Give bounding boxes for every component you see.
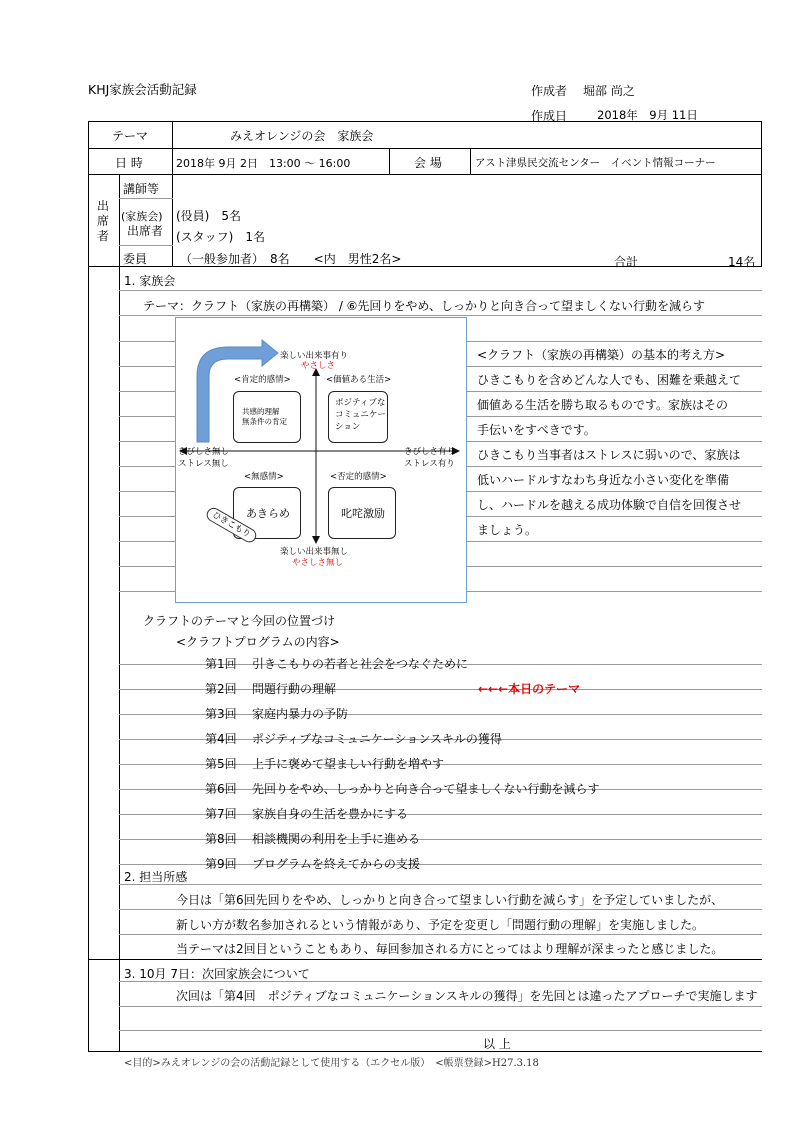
impression-line: 当テーマは2回目ということもあり、毎回参加される方にとってはより理解が深まったと感じました。 — [176, 942, 724, 956]
craft-basic-line: 手伝いをすべきです。 — [477, 423, 596, 437]
staff-count: (スタッフ) 1名 — [176, 230, 265, 244]
program-heading: <クラフトプログラムの内容> — [176, 635, 340, 649]
section3-heading: 3. 10月 7日：次回家族会について — [124, 967, 310, 981]
created-label: 作成日 — [531, 109, 568, 123]
program-title: 家族自身の生活を豊かにする — [252, 807, 409, 821]
family-label-1: (家族会) — [121, 210, 163, 223]
left-label-1: きびしさ無し — [178, 447, 230, 457]
program-no: 第1回 — [205, 657, 237, 671]
program-title: プログラムを終えてからの支援 — [252, 857, 420, 871]
left-label-2: ストレス無し — [178, 459, 229, 469]
bottom-label: 楽しい出来事無し — [280, 547, 349, 557]
hikikomori-tag: ひきこもり — [204, 505, 258, 544]
program-title: 上手に褒めて望ましい行動を増やす — [252, 757, 445, 771]
craft-basic-line: ひきこもり当事者はストレスに弱いので、家族は — [477, 448, 741, 462]
datetime-value: 2018年 9月 2日 13:00 ～ 16:00 — [176, 157, 351, 170]
member-label: 委員 — [123, 252, 148, 266]
q4-header: <否定的感情> — [330, 472, 387, 482]
program-title: 相談機関の利用を上手に進める — [252, 832, 421, 846]
q2-header: <価値ある生活> — [326, 375, 392, 385]
position-heading: クラフトのテーマと今回の位置づけ — [143, 614, 336, 628]
bottom-sub: やさしさ無し — [292, 558, 344, 568]
footer-note: <目的>みえオレンジの会の活動記録として使用する（エクセル版） <帳票登録>H27.3.18 — [124, 1058, 539, 1069]
q3-header: <無感情> — [244, 472, 284, 482]
program-no: 第9回 — [205, 857, 237, 871]
craft-basic-line: 低いハードルすなわち身近な小さい変化を準備 — [477, 473, 730, 487]
impression-line: 今日は「第6回先回りをやめ、しっかりと向き合って望ましい行動を減らす」を予定していましたが、 — [176, 893, 724, 907]
general-count: （一般参加者） 8名 <内 男性2名> — [180, 252, 402, 266]
closing: 以 上 — [483, 1037, 511, 1051]
theme-value: みえオレンジの会 家族会 — [230, 129, 374, 143]
program-title: 家庭内暴力の予防 — [252, 707, 349, 721]
q3-box: あきらめ — [233, 487, 301, 539]
theme-label: テーマ — [112, 129, 149, 143]
q1-box: 共感的理解 無条件の肯定 — [233, 391, 301, 443]
lecturer-label: 講師等 — [123, 182, 160, 196]
author-name: 堀部 尚之 — [583, 84, 635, 98]
craft-basic-line: ひきこもりを含めどんな人でも、困難を乗越えて — [477, 373, 742, 387]
program-title: 問題行動の理解 — [252, 682, 337, 696]
right-label-1: きびしさ有り — [404, 447, 456, 457]
created-date: 2018年 9月 11日 — [597, 108, 698, 122]
author-label: 作成者 — [531, 84, 568, 98]
attendance-side-2: 席 — [97, 214, 110, 228]
craft-basic-heading: <クラフト（家族の再構築）の基本的考え方> — [477, 348, 726, 362]
craft-diagram — [175, 317, 467, 603]
q4-box: 叱咤激励 — [328, 487, 396, 539]
q1-header: <肯定的感情> — [234, 375, 291, 385]
q2-box: ポジティブな コミュニケー ション — [328, 391, 388, 443]
doc-title: KHJ家族会活動記録 — [88, 82, 197, 97]
top-sub: やさしさ — [301, 361, 336, 371]
top-label: 楽しい出来事有り — [280, 351, 349, 361]
program-no: 第7回 — [205, 807, 237, 821]
section1-heading: 1. 家族会 — [124, 274, 176, 288]
craft-basic-line: し、ハードルを越える成功体験で自信を回復させ — [477, 498, 742, 512]
right-label-2: ストレス有り — [404, 459, 455, 469]
today-marker: ←←←本日のテーマ — [478, 682, 581, 696]
program-no: 第6回 — [205, 782, 237, 796]
section2-heading: 2. 担当所感 — [124, 870, 188, 884]
program-title: 先回りをやめ、しっかりと向き合って望ましくない行動を減らす — [252, 782, 600, 796]
venue-value: アスト津県民交流センター イベント情報コーナー — [475, 157, 716, 169]
craft-basic-line: 価値ある生活を勝ち取るものです。家族はその — [477, 398, 729, 412]
program-no: 第2回 — [205, 682, 237, 696]
total-value: 14名 — [728, 255, 756, 269]
total-label: 合計 — [614, 255, 639, 269]
family-label-2: 出席者 — [127, 224, 164, 238]
program-title: 引きこもりの若者と社会をつなぐために — [252, 657, 469, 671]
program-no: 第8回 — [205, 832, 237, 846]
attendance-side-1: 出 — [97, 199, 110, 213]
impression-line: 新しい方が数名参加されるという情報があり、予定を変更し「問題行動の理解」を実施しました。 — [176, 918, 705, 932]
program-no: 第4回 — [205, 732, 237, 746]
program-no: 第5回 — [205, 757, 237, 771]
attendance-side-3: 者 — [97, 229, 110, 243]
next-meeting-line: 次回は「第4回 ポジティブなコミュニケーションスキルの獲得」を先回とは違ったアプローチで実施します — [176, 989, 758, 1003]
craft-basic-line: ましょう。 — [477, 523, 538, 537]
program-title: ポジティブなコミュニケーションスキルの獲得 — [252, 732, 502, 746]
section1-theme: テーマ：クラフト（家族の再構築） / ⑥先回りをやめ、しっかりと向き合って望ましくない行動を減らす — [143, 299, 705, 313]
datetime-label: 日 時 — [115, 156, 143, 170]
program-no: 第3回 — [205, 707, 237, 721]
venue-label: 会 場 — [414, 156, 442, 170]
officers-count: (役員) 5名 — [176, 209, 241, 223]
